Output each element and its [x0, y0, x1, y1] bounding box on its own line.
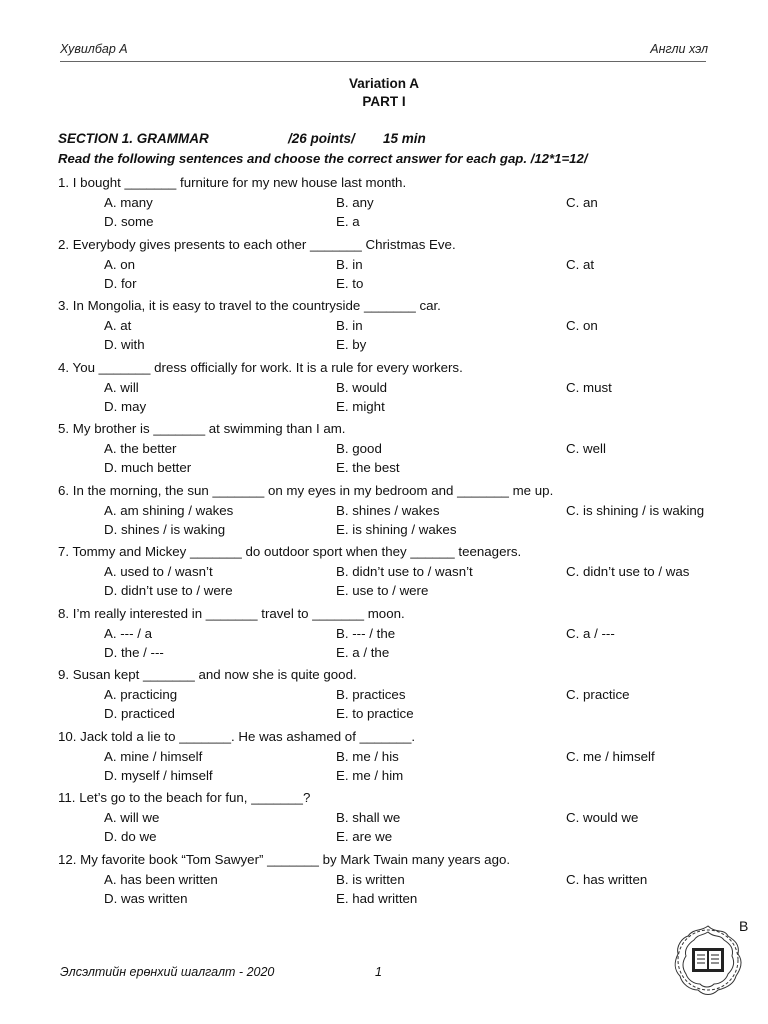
option-b: B. didn’t use to / wasn’t — [336, 564, 473, 579]
option-b: B. me / his — [336, 748, 399, 764]
option-d: D. was written — [104, 890, 188, 906]
page-number: 1 — [375, 965, 382, 979]
option-e: E. a — [336, 214, 360, 229]
option-e: E. had written — [336, 890, 418, 906]
question-list — [58, 173, 738, 911]
question-text: 2. Everybody gives presents to each other _______ Christmas Eve. — [58, 236, 456, 252]
option-d: D. the / --- — [104, 644, 164, 660]
question-text: 6. In the morning, the sun _______ on my eyes in my bedroom and _______ me up. — [58, 482, 554, 498]
header-divider — [60, 61, 706, 62]
option-a: A. the better — [104, 441, 177, 456]
institution-seal-icon — [668, 918, 748, 998]
question-6 — [58, 481, 738, 543]
question-5 — [58, 419, 738, 481]
option-d: D. do we — [104, 829, 157, 844]
option-e: E. is shining / wakes — [336, 521, 457, 537]
question-text: 8. I’m really interested in _______ travel to _______ moon. — [58, 605, 405, 621]
question-text: 4. You _______ dress officially for work. It is a rule for every workers. — [58, 359, 463, 375]
option-c: C. me / himself — [566, 748, 655, 764]
option-a: A. will — [104, 379, 139, 395]
question-text: 11. Let’s go to the beach for fun, _______? — [58, 790, 311, 805]
option-b: B. --- / the — [336, 625, 396, 641]
option-e: E. me / him — [336, 767, 404, 783]
section-title: SECTION 1. GRAMMAR — [58, 131, 209, 146]
question-2 — [58, 235, 738, 297]
option-d: D. some — [104, 214, 154, 229]
question-text: 3. In Mongolia, it is easy to travel to the countryside _______ car. — [58, 298, 441, 313]
question-text: 7. Tommy and Mickey _______ do outdoor sport when they ______ teenagers. — [58, 544, 522, 559]
option-e: E. to practice — [336, 706, 414, 721]
option-a: A. will we — [104, 810, 160, 825]
option-c: C. practice — [566, 687, 630, 702]
variation-title: Variation A — [348, 76, 420, 91]
option-d: D. for — [104, 275, 137, 291]
option-e: E. might — [336, 398, 385, 414]
option-b: B. would — [336, 379, 387, 395]
question-9 — [58, 665, 738, 727]
question-text: 1. I bought _______ furniture for my new house last month. — [58, 175, 407, 190]
option-d: D. much better — [104, 460, 192, 475]
question-11 — [58, 788, 738, 850]
option-c: C. is shining / is waking — [566, 502, 705, 518]
option-a: A. at — [104, 318, 132, 333]
question-3 — [58, 296, 738, 358]
question-text: 9. Susan kept _______ and now she is quite good. — [58, 667, 357, 682]
option-d: D. practiced — [104, 706, 175, 721]
option-c: C. a / --- — [566, 625, 615, 641]
option-b: B. in — [336, 318, 363, 333]
section-instruction: Read the following sentences and choose the correct answer for each gap. /12*1=12/ — [58, 151, 588, 166]
option-c: C. must — [566, 379, 612, 395]
option-d: D. shines / is waking — [104, 521, 226, 537]
option-a: A. --- / a — [104, 625, 153, 641]
section-time: 15 min — [383, 131, 426, 146]
option-a: A. used to / wasn’t — [104, 564, 213, 579]
question-10 — [58, 727, 738, 789]
footer-exam-title: Элсэлтийн ерөнхий шалгалт - 2020 — [60, 965, 275, 979]
option-e: E. by — [336, 337, 367, 352]
question-text: 10. Jack told a lie to _______. He was ashamed of _______. — [58, 728, 416, 744]
question-4 — [58, 358, 738, 420]
option-b: B. good — [336, 441, 382, 456]
option-a: A. on — [104, 256, 136, 272]
option-c: C. an — [566, 195, 598, 210]
option-a: A. practicing — [104, 687, 178, 702]
option-d: D. didn’t use to / were — [104, 583, 233, 598]
option-e: E. the best — [336, 460, 400, 475]
question-8 — [58, 604, 738, 666]
header-left: Хувилбар А — [60, 42, 128, 56]
question-12 — [58, 850, 738, 912]
variant-mark: B — [739, 918, 749, 934]
option-c: C. has written — [566, 871, 648, 887]
question-text: 5. My brother is _______ at swimming than I am. — [58, 421, 346, 436]
question-7 — [58, 542, 738, 604]
option-d: D. may — [104, 398, 147, 414]
option-a: A. mine / himself — [104, 748, 203, 764]
option-b: B. any — [336, 195, 374, 210]
header-right: Англи хэл — [650, 42, 708, 56]
question-1 — [58, 173, 738, 235]
option-c: C. at — [566, 256, 595, 272]
option-a: A. am shining / wakes — [104, 502, 234, 518]
option-c: C. would we — [566, 810, 639, 825]
option-b: B. is written — [336, 871, 405, 887]
option-d: D. myself / himself — [104, 767, 213, 783]
question-text: 12. My favorite book “Tom Sawyer” _______ by Mark Twain many years ago. — [58, 851, 511, 867]
option-b: B. shall we — [336, 810, 401, 825]
option-a: A. many — [104, 195, 153, 210]
option-b: B. in — [336, 256, 363, 272]
part-title: PART I — [362, 94, 406, 109]
option-b: B. shines / wakes — [336, 502, 440, 518]
option-a: A. has been written — [104, 871, 218, 887]
option-c: C. well — [566, 441, 606, 456]
option-e: E. are we — [336, 829, 393, 844]
option-c: C. on — [566, 318, 598, 333]
option-d: D. with — [104, 337, 145, 352]
option-c: C. didn’t use to / was — [566, 564, 690, 579]
option-e: E. to — [336, 275, 364, 291]
option-e: E. a / the — [336, 644, 390, 660]
section-points: /26 points/ — [288, 131, 355, 146]
option-b: B. practices — [336, 687, 406, 702]
option-e: E. use to / were — [336, 583, 429, 598]
